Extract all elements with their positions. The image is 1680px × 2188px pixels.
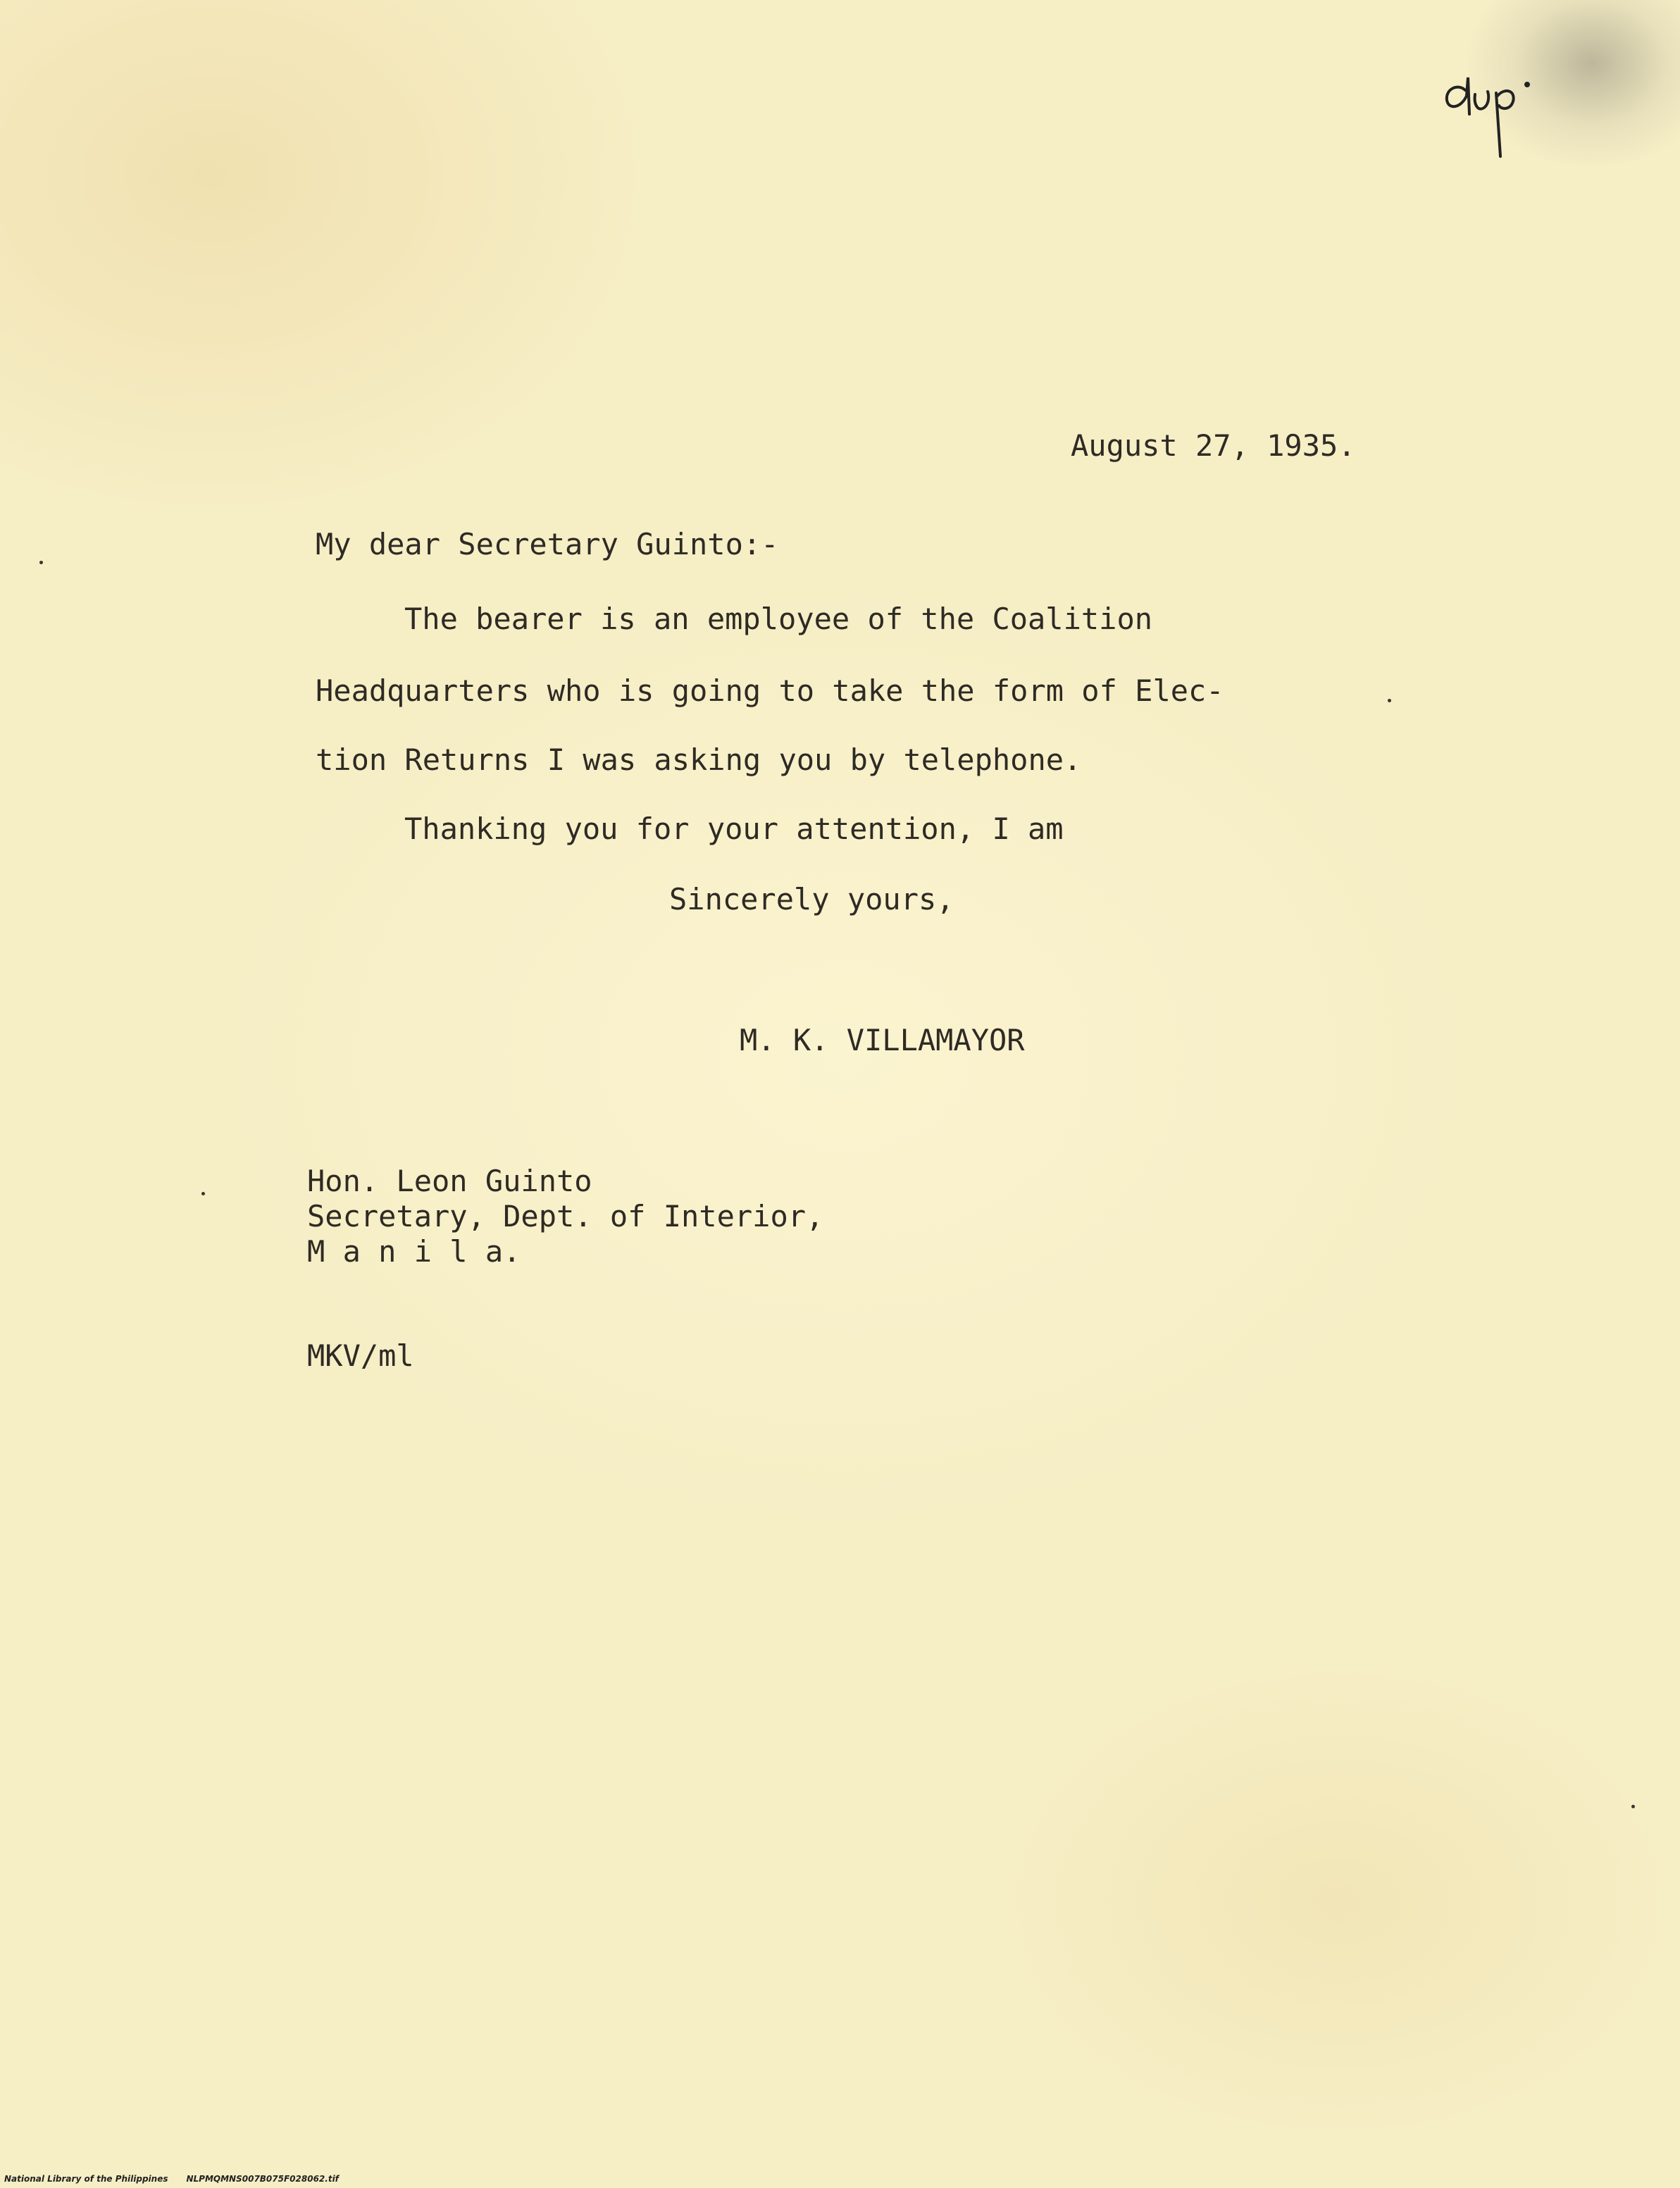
- ink-speck: [1631, 1805, 1635, 1808]
- salutation: My dear Secretary Guinto:-: [316, 527, 779, 561]
- closing: Sincerely yours,: [669, 882, 954, 916]
- signatory-name: M. K. VILLAMAYOR: [740, 1023, 1025, 1057]
- body-line-4: Thanking you for your attention, I am: [404, 812, 1064, 846]
- body-line-2: Headquarters who is going to take the form of Elec-: [316, 673, 1224, 708]
- letter-date: August 27, 1935.: [1071, 428, 1356, 463]
- handwritten-note: [1437, 49, 1564, 169]
- ink-speck: [39, 561, 43, 564]
- ink-speck: [1388, 699, 1391, 702]
- body-line-3: tion Returns I was asking you by telephone.: [316, 742, 1082, 777]
- scan-footer: [4, 2174, 339, 2184]
- reference-initials: MKV/ml: [307, 1338, 414, 1373]
- addressee-city: M a n i l a.: [307, 1234, 521, 1269]
- body-line-1: The bearer is an employee of the Coalition: [404, 602, 1153, 636]
- footer-institution: National Library of the Philippines: [4, 2174, 168, 2184]
- addressee-title: Secretary, Dept. of Interior,: [307, 1199, 824, 1233]
- footer-file-id: NLPMQMNS007B075F028062.tif: [186, 2174, 339, 2184]
- ink-speck: [201, 1192, 205, 1195]
- addressee-name: Hon. Leon Guinto: [307, 1164, 592, 1198]
